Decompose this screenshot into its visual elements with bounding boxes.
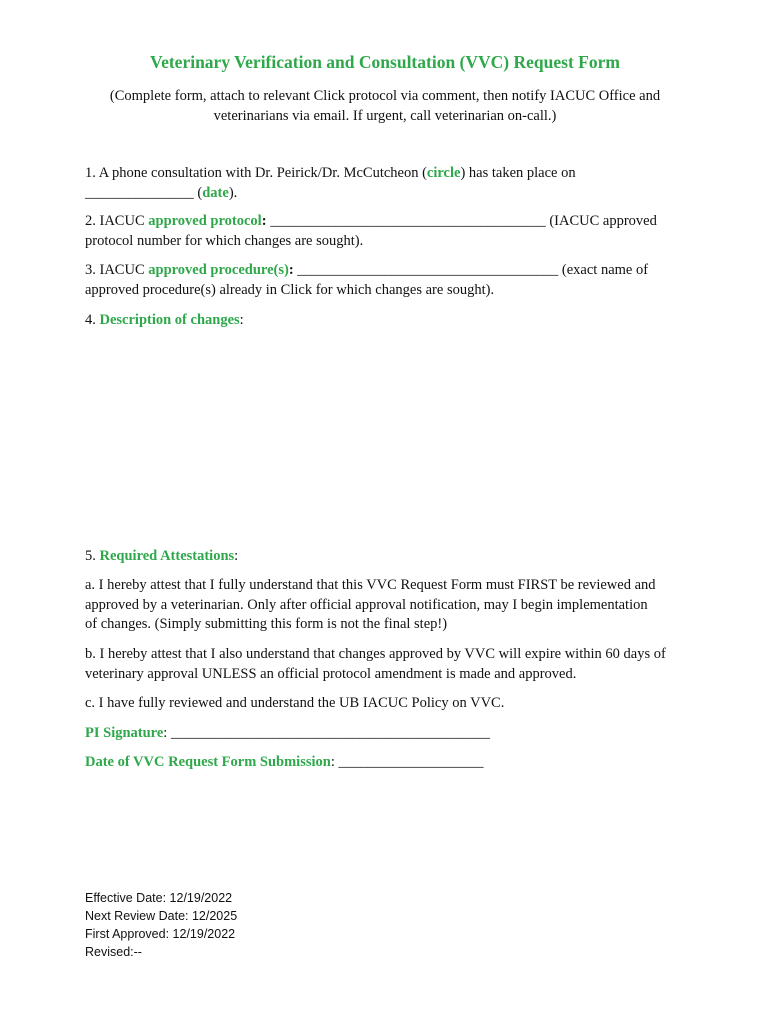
item2-text-a: (IACUC approved: [549, 213, 657, 229]
attest-a-line-3: of changes. (Simply submitting this form is not the final step!): [85, 616, 448, 632]
approved-protocol-label: approved protocol: [148, 213, 262, 229]
item-required-attestations: [85, 547, 695, 567]
item3-colon: :: [288, 262, 294, 278]
instructions-line-1: (Complete form, attach to relevant Click protocol via comment, then notify IACUC Office and: [109, 88, 661, 104]
item3-prefix: 3. IACUC: [85, 262, 149, 278]
item2-prefix: 2. IACUC: [85, 213, 149, 229]
instructions-line-2: veterinarians via email. If urgent, call veterinarian on-call.): [213, 108, 557, 124]
item2-text-b: protocol number for which changes are sought).: [85, 232, 364, 249]
item-approved-protocol: [85, 212, 695, 251]
item-phone-consultation: [85, 164, 695, 203]
attest-a-line-2: approved by a veterinarian. Only after official approval notification, may I begin implementation: [85, 596, 648, 613]
item5-prefix: 5.: [85, 548, 100, 564]
item1-paren: (: [193, 184, 203, 201]
description-label: Description of changes: [99, 312, 240, 328]
item3-text-b: approved procedure(s) already in Click for which changes are sought).: [85, 281, 495, 298]
attest-c-line-1: c. I have fully reviewed and understand the UB IACUC Policy on VVC.: [85, 695, 505, 711]
next-review-date: Next Review Date: 12/2025: [85, 909, 238, 923]
pi-signature-row: [85, 724, 695, 744]
attest-b-line-2: veterinary approval UNLESS an official protocol amendment is made and approved.: [85, 665, 577, 682]
first-approved-date: First Approved: 12/19/2022: [85, 927, 236, 941]
pi-signature-colon: :: [163, 725, 168, 741]
attestation-b: [85, 645, 695, 684]
revised-date: Revised:--: [85, 945, 142, 959]
attestation-a: [85, 576, 695, 635]
item-approved-procedures: [85, 261, 695, 300]
item1-text-end: ).: [228, 184, 238, 201]
pi-signature-blank[interactable]: ____________________________________________: [167, 725, 490, 741]
attest-a-line-1: a. I hereby attest that I fully understand that this VVC Request Form must FIRST be reviewed and: [85, 577, 656, 593]
approved-procedures-label: approved procedure(s): [148, 262, 289, 278]
item1-text-a: 1. A phone consultation with Dr. Peirick/Dr. McCutcheon (: [85, 165, 427, 181]
document-footer: [85, 889, 385, 961]
item4-colon: :: [239, 312, 244, 328]
item2-colon: :: [261, 213, 267, 229]
consultation-date-blank[interactable]: _______________: [85, 184, 194, 201]
circle-label: circle: [426, 165, 461, 181]
submission-date-row: [85, 753, 695, 773]
item5-colon: :: [234, 548, 239, 564]
attestations-label: Required Attestations: [99, 548, 235, 564]
item1-text-b: ) has taken place on: [460, 165, 576, 181]
submission-date-blank[interactable]: ____________________: [334, 754, 484, 770]
form-title: Veterinary Verification and Consultation (VVC) Request Form: [150, 52, 620, 72]
item-description-of-changes: [85, 311, 695, 331]
attest-b-line-1: b. I hereby attest that I also understand that changes approved by VVC will expire within 60 days of: [85, 646, 666, 662]
form-instructions: [60, 86, 710, 126]
description-area[interactable]: [85, 336, 695, 536]
attestation-c: [85, 694, 695, 714]
pi-signature-label: PI Signature: [85, 725, 164, 741]
date-label: date: [202, 184, 229, 201]
submission-date-colon: :: [330, 754, 335, 770]
item3-text-a: (exact name of: [561, 262, 649, 278]
item4-prefix: 4.: [85, 312, 100, 328]
submission-date-label: Date of VVC Request Form Submission: [85, 754, 331, 770]
approved-procedures-blank[interactable]: ____________________________________: [293, 262, 562, 278]
approved-protocol-blank[interactable]: ______________________________________: [266, 213, 550, 229]
effective-date: Effective Date: 12/19/2022: [85, 891, 233, 905]
